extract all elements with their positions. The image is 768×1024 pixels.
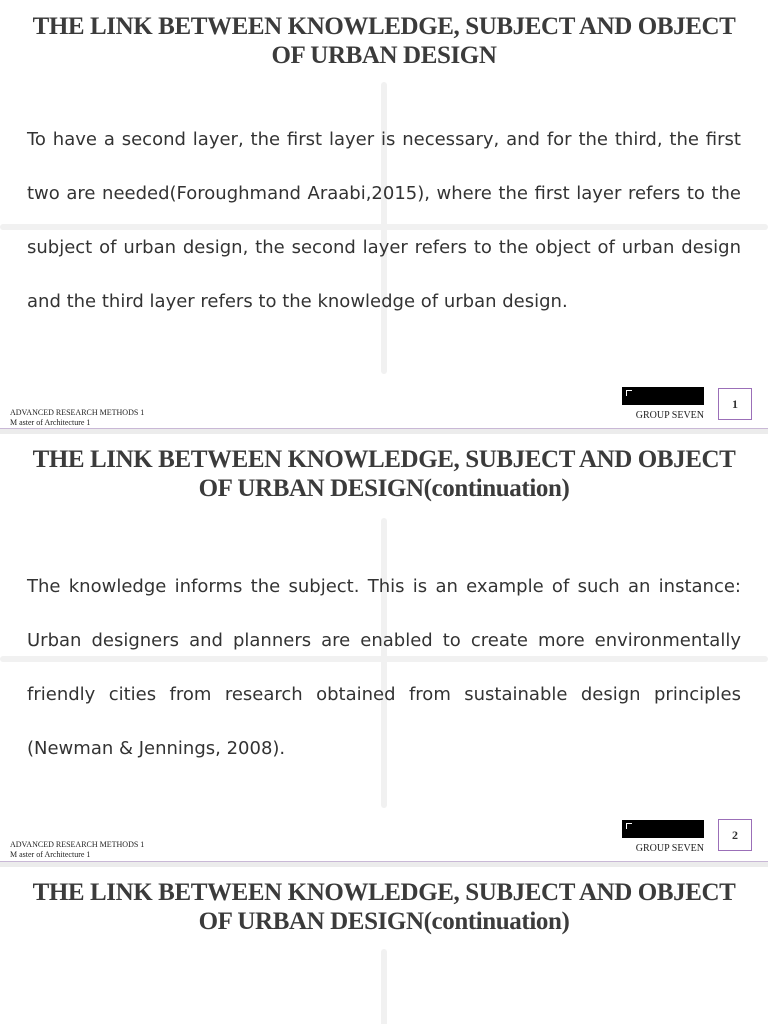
slide-title: THE LINK BETWEEN KNOWLEDGE, SUBJECT AND OBJECT OF URBAN DESIGN(continuation) xyxy=(32,446,736,502)
slide-2 xyxy=(0,434,768,862)
slide-title: THE LINK BETWEEN KNOWLEDGE, SUBJECT AND OBJECT OF URBAN DESIGN(continuation) xyxy=(32,879,736,935)
footer-program: M aster of Architecture 1 xyxy=(10,418,91,427)
slide-body: The knowledge informs the subject. This is an example of such an instance: Urban designers and planners are enabled to create more environmentally friendly cities from research obtained from sustainable design principles (Newman & Jennings, 2008). xyxy=(27,576,741,759)
slide-footer-left xyxy=(10,408,144,428)
page-number: 2 xyxy=(718,819,752,851)
footer-group: GROUP SEVEN xyxy=(635,843,704,854)
redaction-box xyxy=(622,387,704,405)
slide-1 xyxy=(0,0,768,429)
slide-3 xyxy=(0,867,768,1024)
footer-course: ADVANCED RESEARCH METHODS 1 xyxy=(10,408,145,417)
page-number: 1 xyxy=(718,388,752,420)
slide-body: To have a second layer, the first layer is necessary, and for the third, the first two are needed(Foroughmand Araabi,2015), where the first layer refers to the subject of urban design, the second layer refers to the object of urban design and the third layer refers to the knowledge of urban design. xyxy=(27,129,741,312)
footer-course: ADVANCED RESEARCH METHODS 1 xyxy=(10,840,145,849)
footer-program: M aster of Architecture 1 xyxy=(10,850,91,859)
slide-guide-vertical xyxy=(381,949,387,1024)
redaction-box xyxy=(622,820,704,838)
slide-footer-left xyxy=(10,840,144,860)
slide-title: THE LINK BETWEEN KNOWLEDGE, SUBJECT AND OBJECT OF URBAN DESIGN xyxy=(32,13,736,69)
footer-group: GROUP SEVEN xyxy=(635,410,704,421)
